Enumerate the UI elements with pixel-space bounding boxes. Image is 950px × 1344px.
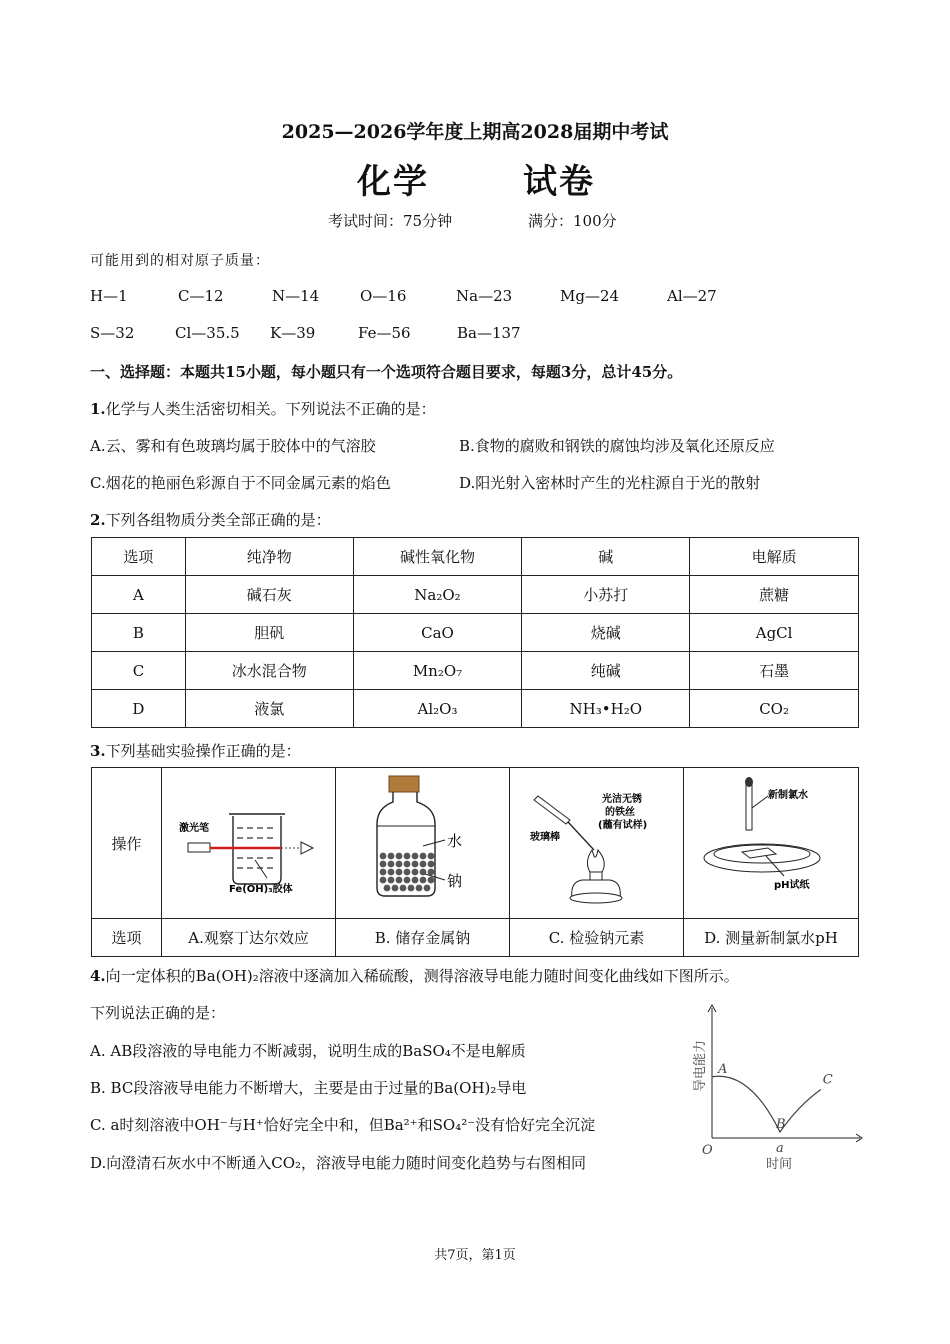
q4-option-c: C. a时刻溶液中OH⁻与H⁺恰好完全中和，但Ba²⁺和SO₄²⁻没有恰好完全沉淀 [90,1116,596,1134]
q1-option-a: A.云、雾和有色玻璃均属于胶体中的气溶胶 [90,437,376,455]
table-row [92,652,859,690]
cork-icon [389,776,419,792]
classification-table [91,537,859,728]
origin-label: O [702,1143,713,1158]
cell-pure: 冰水混合物 [185,652,353,690]
cell-pure: 液氯 [185,690,353,728]
ph-test-figure [684,768,857,914]
option-a: A.观察丁达尔效应 [162,919,336,957]
dropper-icon [746,784,752,830]
atom-mass: Al—27 [667,287,717,305]
cell-base: 烧碱 [522,614,690,652]
table-header-row [92,538,859,576]
cell-option: B [92,614,186,652]
table-row [92,614,859,652]
header-cell: 碱性氧化物 [353,538,522,576]
x-axis-label: 时间 [766,1157,793,1172]
flame-icon [588,850,605,875]
table-row [92,576,859,614]
sodium-label: 钠 [446,872,462,890]
question-text: 向一定体积的Ba(OH)₂溶液中逐滴加入稀硫酸，测得溶液导电能力随时间变化曲线如下图所示。 [105,967,739,985]
laser-pen-icon [188,843,210,852]
cell-oxide: Al₂O₃ [353,690,522,728]
page-footer: 共7页，第1页 [434,1248,516,1263]
y-axis-label: 导电能力 [693,1039,708,1093]
q4-option-b: B. BC段溶液导电能力不断增大，主要是由于过量的Ba(OH)₂导电 [90,1079,527,1097]
atom-mass: Mg—24 [560,287,620,305]
atom-mass: N—14 [272,287,320,305]
cell-pure: 碱石灰 [185,576,353,614]
figure-d-cell [683,768,858,919]
question-number: 3. [90,742,106,760]
question-number: 1. [90,400,106,418]
sodium-storage-figure [337,768,509,914]
question-text: 化学与人类生活密切相关。下列说法不正确的是： [105,400,436,418]
wire-label-2: 的铁丝 [605,807,636,818]
question-text: 下列各组物质分类全部正确的是： [105,511,331,529]
cell-electrolyte: CO₂ [690,690,859,728]
full-score: 满分：100分 [528,212,617,230]
beaker-icon [233,816,281,884]
question-4-prompt: 下列说法正确的是： [90,1004,226,1022]
water-label: 水 [446,832,462,850]
atom-mass: S—32 [90,324,135,342]
question-2-stem [90,509,331,530]
rod-label: 玻璃棒 [530,832,561,843]
operation-row [92,768,859,919]
eye-icon [301,842,313,854]
header-cell: 选项 [92,538,186,576]
cell-electrolyte: 石墨 [690,652,859,690]
q4-option-d: D.向澄清石灰水中不断通入CO₂，溶液导电能力随时间变化趋势与右图相同 [90,1154,587,1172]
point-label-b: B [776,1117,786,1132]
glass-rod-icon [534,796,570,824]
header-cell: 电解质 [690,538,859,576]
question-3-stem [90,740,301,761]
question-text: 下列基础实验操作正确的是： [105,742,301,760]
cell-electrolyte: 蔗糖 [690,576,859,614]
cell-oxide: CaO [353,614,522,652]
atom-mass: Na—23 [456,287,513,305]
cell-pure: 胆矾 [185,614,353,652]
cell-option: C [92,652,186,690]
wire-label-3: (蘸有试样) [598,820,648,831]
option-b: B. 储存金属钠 [336,919,510,957]
figure-b-cell [336,768,510,919]
wire-label-1: 光洁无锈 [602,794,643,805]
table-row [92,690,859,728]
conductivity-curve [712,1076,821,1132]
exam-title: 2025—2026学年度上期高2028届期中考试 [281,121,669,143]
cell-base: 小苏打 [522,576,690,614]
figure-c-cell [510,768,684,919]
ph-paper-label: pH试纸 [774,880,811,891]
header-cell: 纯净物 [185,538,353,576]
q1-option-c: C.烟花的艳丽色彩源自于不同金属元素的焰色 [90,474,391,492]
question-1-stem [90,398,436,419]
header-cell: 碱 [522,538,690,576]
cell-electrolyte: AgCl [690,614,859,652]
option-label: 选项 [92,919,162,957]
point-label-a: A [718,1061,728,1077]
q1-option-d: D.阳光射入密林时产生的光柱源自于光的散射 [459,474,761,492]
option-row [92,919,859,957]
question-4-stem [90,965,739,986]
atomic-mass-label: 可能用到的相对原子质量： [90,253,270,269]
atom-mass: C—12 [178,287,224,305]
atom-mass: Cl—35.5 [175,324,240,342]
q1-option-b: B.食物的腐败和钢铁的腐蚀均涉及氧化还原反应 [459,437,775,455]
subject-left: 化学 [357,162,429,202]
atom-mass: K—39 [270,324,316,342]
flame-test-figure [510,768,682,914]
iron-wire-icon [568,822,594,850]
atom-mass: H—1 [90,287,128,305]
atom-mass: O—16 [360,287,407,305]
subject-right: 试卷 [523,162,595,202]
experiment-table [91,767,859,957]
laser-label: 激光笔 [178,823,209,834]
atom-mass: Fe—56 [358,324,411,342]
exam-time: 考试时间：75分钟 [328,212,453,230]
cell-option: D [92,690,186,728]
x-tick-label: a [776,1141,784,1156]
cell-base: 纯碱 [522,652,690,690]
q4-option-a: A. AB段溶液的导电能力不断减弱，说明生成的BaSO₄不是电解质 [90,1042,526,1060]
question-number: 4. [90,967,106,985]
operation-label: 操作 [92,768,162,919]
cell-option: A [92,576,186,614]
option-c: C. 检验钠元素 [510,919,684,957]
chlorine-water-label: 新制氯水 [768,790,809,801]
colloid-label: Fe(OH)₃胶体 [228,884,293,895]
cell-base: NH₃•H₂O [522,690,690,728]
question-number: 2. [90,511,106,529]
option-d: D. 测量新制氯水pH [683,919,858,957]
watch-glass-icon [704,844,820,872]
tyndall-figure [163,768,335,914]
cell-oxide: Na₂O₂ [353,576,522,614]
cell-oxide: Mn₂O₇ [353,652,522,690]
point-label-c: C [822,1072,833,1088]
section-heading: 一、选择题：本题共15小题，每小题只有一个选项符合题目要求，每题3分，总计45分。 [90,363,683,381]
figure-a-cell [162,768,336,919]
conductivity-chart [690,1000,870,1180]
atom-mass: Ba—137 [457,324,521,342]
